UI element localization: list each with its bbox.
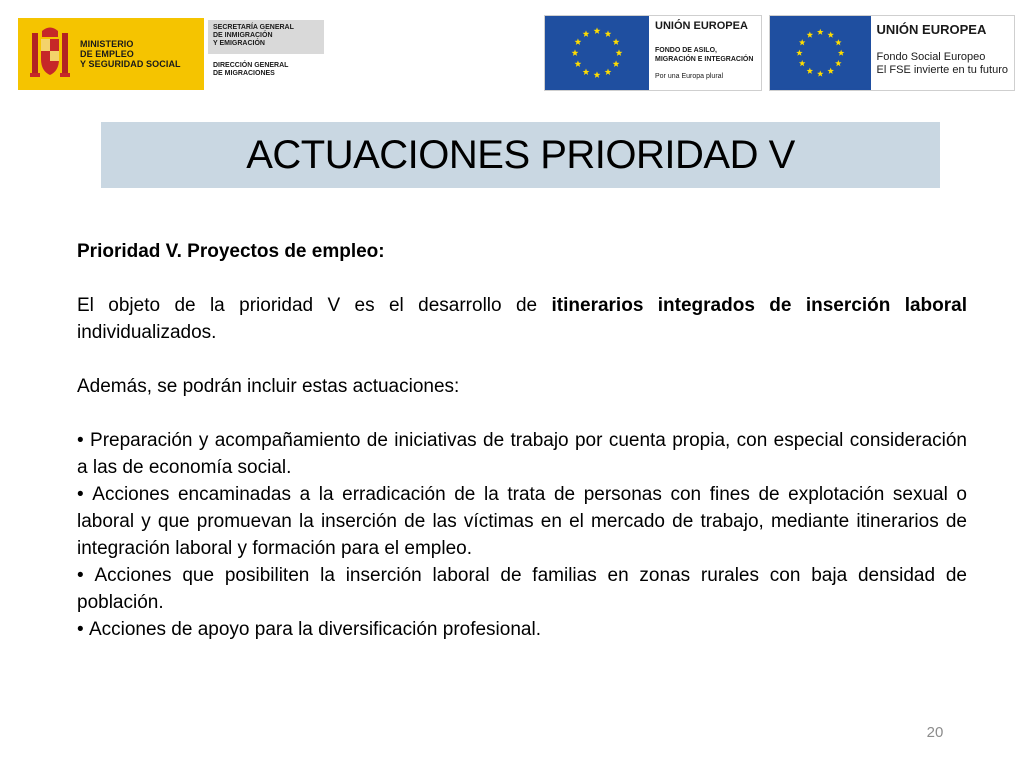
additional-paragraph: Además, se podrán incluir estas actuaciones: [77, 376, 460, 397]
eu-fami-text [649, 16, 759, 90]
ministerio-yellow-panel [18, 18, 204, 90]
ministerio-logo [18, 18, 324, 90]
bullet-item: • Acciones encaminadas a la erradicación de la trata de personas con fines de explotación sexual o laboral y que promuevan la inserción de las víctimas en el mercado de trabajo, mediante itinerarios de integración laboral y formación para el empleo. [77, 481, 967, 562]
ministerio-line: Y SEGURIDAD SOCIAL [80, 59, 181, 69]
section-heading: Prioridad V. Proyectos de empleo: [77, 241, 385, 262]
eu-fami-logo [544, 15, 762, 91]
page-number: 20 [926, 724, 944, 741]
eu-fami-subtitle [655, 46, 753, 64]
bullet-item: • Acciones de apoyo para la diversificación profesional. [77, 616, 967, 643]
intro-paragraph [77, 292, 967, 346]
intro-bold-text: itinerarios integrados de inserción laboral [551, 295, 968, 316]
secretaria-panel [206, 18, 324, 90]
eu-fami-title: UNIÓN EUROPEA [655, 20, 748, 32]
eu-fse-subtitle-line: Fondo Social Europeo [876, 51, 986, 63]
slide-content [77, 238, 967, 643]
eu-fami-tagline: Por una Europa plural [655, 73, 724, 80]
ministerio-line: MINISTERIO [80, 39, 134, 49]
eu-fse-title: UNIÓN EUROPEA [876, 22, 987, 37]
title-bar [101, 122, 940, 188]
intro-text: El objeto de la prioridad V es el desarrollo de [77, 295, 552, 316]
bullet-item: • Acciones que posibiliten la inserción laboral de familias en zonas rurales con baja densidad de población. [77, 562, 967, 616]
ministerio-line: DE EMPLEO [80, 49, 134, 59]
eu-fse-subtitle [877, 51, 1008, 77]
eu-fse-subtitle-line: El FSE invierte en tu futuro [876, 64, 1008, 76]
eu-flag-icon [545, 16, 649, 90]
slide-title: ACTUACIONES PRIORIDAD V [246, 132, 795, 177]
eu-flag-icon [770, 16, 871, 90]
direccion-text [213, 62, 288, 78]
intro-text-end: individualizados. [77, 322, 217, 343]
secretaria-box [208, 20, 324, 54]
secretaria-line: Y EMIGRACIÓN [213, 40, 265, 47]
eu-fami-subtitle-line: MIGRACIÓN E INTEGRACIÓN [655, 56, 754, 63]
secretaria-line: DE INMIGRACIÓN [213, 32, 273, 39]
secretaria-text [213, 24, 294, 48]
eu-fse-text [871, 16, 1014, 90]
direccion-line: DE MIGRACIONES [213, 70, 275, 77]
bullet-item: • Preparación y acompañamiento de iniciativas de trabajo por cuenta propia, con especial consideración a las de economía social. [77, 427, 967, 481]
eu-fse-logo [769, 15, 1015, 91]
ministerio-name [80, 39, 181, 69]
secretaria-line: SECRETARÍA GENERAL [213, 24, 294, 31]
eu-fami-subtitle-line: FONDO DE ASILO, [655, 47, 717, 54]
direccion-line: DIRECCIÓN GENERAL [213, 62, 289, 69]
coat-of-arms-icon [26, 25, 74, 83]
